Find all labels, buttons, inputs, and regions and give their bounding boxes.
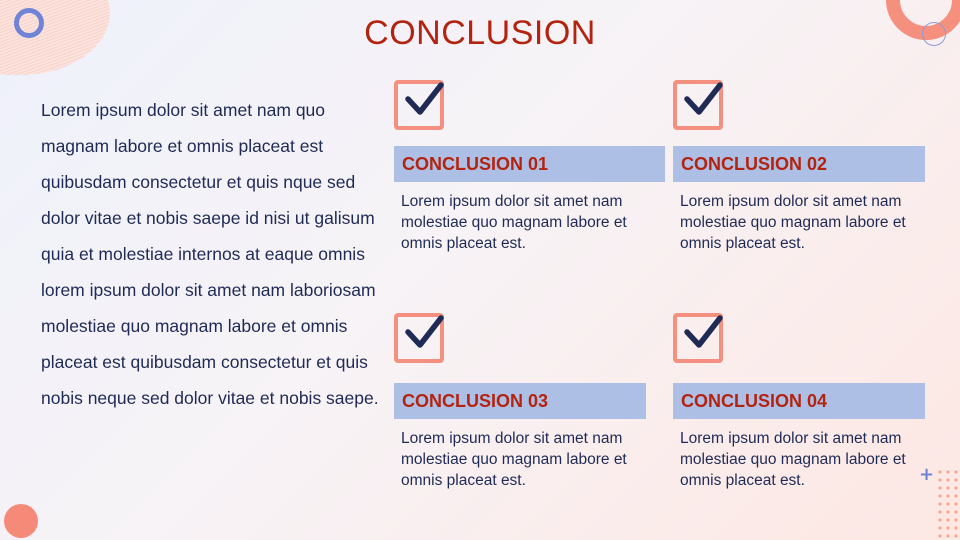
conclusion-heading: CONCLUSION 04 bbox=[681, 390, 828, 411]
conclusion-heading-bar bbox=[673, 383, 925, 419]
conclusion-heading-bar bbox=[394, 146, 665, 182]
conclusion-text: Lorem ipsum dolor sit amet nam molestiae quo magnam labore et omnis placeat est. bbox=[401, 193, 627, 252]
conclusion-heading: CONCLUSION 02 bbox=[681, 153, 828, 174]
conclusion-text: Lorem ipsum dolor sit amet nam molestiae quo magnam labore et omnis placeat est. bbox=[680, 193, 906, 252]
checkbox-check-icon bbox=[394, 80, 444, 130]
conclusion-heading-bar bbox=[673, 146, 925, 182]
conclusion-card-04 bbox=[673, 313, 943, 491]
conclusion-heading: CONCLUSION 01 bbox=[402, 153, 549, 174]
conclusion-card-02 bbox=[673, 80, 943, 254]
conclusion-card-01 bbox=[394, 80, 664, 254]
conclusion-card-03 bbox=[394, 313, 664, 491]
conclusion-heading: CONCLUSION 03 bbox=[402, 390, 549, 411]
plus-icon: + bbox=[919, 464, 935, 485]
conclusion-text: Lorem ipsum dolor sit amet nam molestiae quo magnam labore et omnis placeat est. bbox=[401, 430, 627, 489]
checkbox-check-icon bbox=[673, 80, 723, 130]
conclusion-text: Lorem ipsum dolor sit amet nam molestiae quo magnam labore et omnis placeat est. bbox=[680, 430, 906, 489]
conclusion-heading-bar bbox=[394, 383, 646, 419]
intro-paragraph: Lorem ipsum dolor sit amet nam quo magnam labore et omnis placeat est quibusdam consectetur et quis nque sed dolor vitae et nobis saepe id nisi ut galisum quia et molestiae internos at eaque omnis lorem ipsum dolor sit amet nam laboriosam molestiae quo magnam labore et omnis placeat est quibusdam consectetur et quis nobis neque sed dolor vitae et nobis saepe. bbox=[41, 100, 379, 408]
checkbox-check-icon bbox=[394, 313, 444, 363]
checkbox-check-icon bbox=[673, 313, 723, 363]
circle-decoration bbox=[4, 504, 38, 538]
page-title: CONCLUSION bbox=[364, 14, 596, 52]
